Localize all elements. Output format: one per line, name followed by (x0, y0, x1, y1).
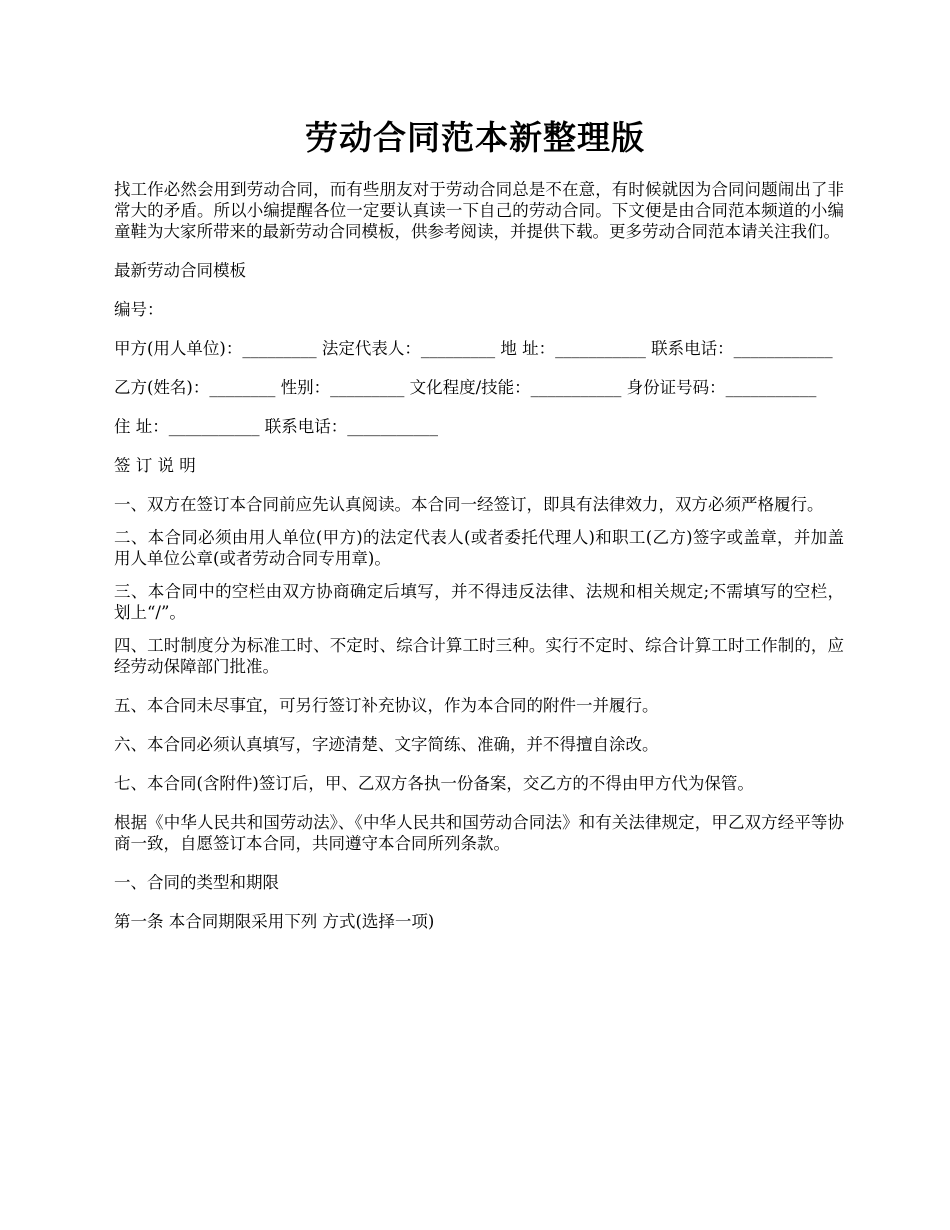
party-b-fields: 乙方(姓名)：________ 性别：_________ 文化程度/技能：___________ 身份证号码：___________ (114, 378, 817, 397)
note-item: 六、本合同必须认真填写，字迹清楚、文字简练、准确，并不得擅自涂改。 (114, 735, 659, 754)
note-item: 五、本合同未尽事宜，可另行签订补充协议，作为本合同的附件一并履行。 (114, 696, 659, 715)
note-item: 二、本合同必须由用人单位(甲方)的法定代表人(或者委托代理人)和职工(乙方)签字或盖章，并加盖用人单位公章(或者劳动合同专用章)。 (114, 528, 844, 568)
page-title: 劳动合同范本新整理版 (305, 118, 645, 157)
note-item: 一、双方在签订本合同前应先认真阅读。本合同一经签订，即具有法律效力，双方必须严格履行。 (114, 495, 824, 514)
party-a-fields: 甲方(用人单位)：_________ 法定代表人：_________ 地 址：___________ 联系电话：____________ (114, 339, 833, 358)
signing-notes-heading: 签 订 说 明 (114, 456, 196, 475)
note-item: 四、工时制度分为标准工时、不定时、综合计算工时三种。实行不定时、综合计算工时工作制的，应经劳动保障部门批准。 (114, 636, 844, 676)
section-heading: 一、合同的类型和期限 (114, 873, 279, 892)
template-heading: 最新劳动合同模板 (114, 261, 246, 280)
contract-number-label: 编号： (114, 300, 164, 319)
address-phone-fields: 住 址：___________ 联系电话：___________ (114, 417, 438, 436)
intro-paragraph: 找工作必然会用到劳动合同，而有些朋友对于劳动合同总是不在意，有时候就因为合同问题闹出了非常大的矛盾。所以小编提醒各位一定要认真读一下自己的劳动合同。下文便是由合同范本频道的小编童鞋为大家所带来的最新劳动合同模板，供参考阅读，并提供下载。更多劳动合同范本请关注我们。 (114, 180, 844, 241)
legal-basis-paragraph: 根据《中华人民共和国劳动法》、《中华人民共和国劳动合同法》和有关法律规定，甲乙双方经平等协商一致，自愿签订本合同，共同遵守本合同所列条款。 (114, 813, 844, 853)
note-item: 七、本合同(含附件)签订后，甲、乙双方各执一份备案，交乙方的不得由甲方代为保管。 (114, 774, 754, 793)
document-body (114, 179, 844, 932)
note-item: 三、本合同中的空栏由双方协商确定后填写，并不得违反法律、法规和相关规定;不需填写的空栏，划上“/”。 (114, 582, 844, 622)
article-one: 第一条 本合同期限采用下列 方式(选择一项) (114, 912, 435, 931)
